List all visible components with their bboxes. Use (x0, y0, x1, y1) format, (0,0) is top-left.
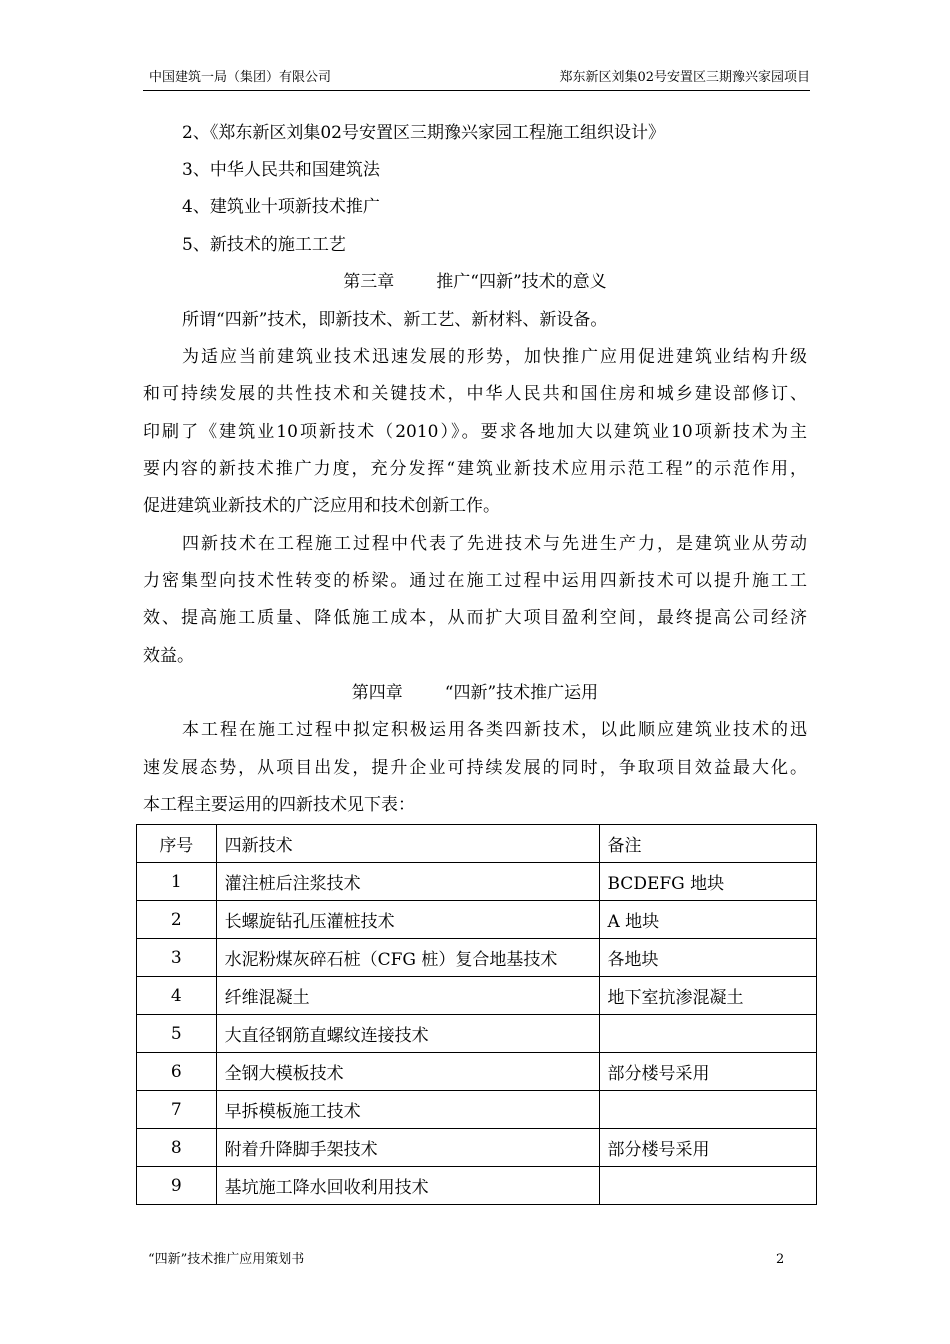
chapter4-heading (143, 682, 807, 704)
chapter4-p1-line: 速发展态势，从项目出发，提升企业可持续发展的同时，争取项目效益最大化。 (143, 758, 807, 778)
table-row (137, 863, 817, 901)
header-company: 中国建筑一局（集团）有限公司 (149, 70, 332, 85)
cell-tech: 早拆模板施工技术 (216, 1091, 599, 1129)
chapter3-heading (143, 271, 807, 293)
basis-item-3: 3、中华人民共和国建筑法 (182, 160, 380, 180)
table-header-row (137, 825, 817, 863)
cell-tech: 基坑施工降水回收利用技术 (216, 1167, 599, 1205)
cell-remark (599, 1015, 817, 1053)
chapter3-p2-line: 要内容的新技术推广力度，充分发挥“建筑业新技术应用示范工程”的示范作用， (143, 459, 807, 479)
cell-tech: 长螺旋钻孔压灌桩技术 (216, 901, 599, 939)
table-row (137, 901, 817, 939)
cell-index: 6 (137, 1053, 217, 1091)
chapter3-p2-line: 印刷了《建筑业10项新技术（2010）》。要求各地加大以建筑业10项新技术为主 (143, 422, 807, 442)
table-row (137, 1053, 817, 1091)
header-cell-index: 序号 (137, 825, 217, 863)
chapter3-paragraph-1: 所谓“四新”技术，即新技术、新工艺、新材料、新设备。 (182, 310, 608, 330)
table-row (137, 977, 817, 1015)
cell-remark (599, 1167, 817, 1205)
header-project: 郑东新区刘集02号安置区三期豫兴家园项目 (559, 70, 810, 85)
cell-index: 2 (137, 901, 217, 939)
four-new-tech-table (136, 824, 817, 1205)
cell-tech: 灌注桩后注浆技术 (216, 863, 599, 901)
basis-item-2: 2、《郑东新区刘集02号安置区三期豫兴家园工程施工组织设计》 (182, 123, 665, 143)
chapter3-title: 推广“四新”技术的意义 (436, 272, 607, 292)
chapter3-p3-line: 力密集型向技术性转变的桥梁。通过在施工过程中运用四新技术可以提升施工工 (143, 571, 807, 591)
cell-tech: 纤维混凝土 (216, 977, 599, 1015)
chapter3-p2-line: 为适应当前建筑业技术迅速发展的形势，加快推广应用促进建筑业结构升级 (182, 347, 807, 367)
footer-doc-title: “四新”技术推广应用策划书 (148, 1252, 305, 1267)
cell-tech: 大直径钢筋直螺纹连接技术 (216, 1015, 599, 1053)
basis-item-5: 5、新技术的施工工艺 (182, 235, 346, 255)
page-header (143, 68, 810, 91)
chapter4-number: 第四章 (351, 683, 403, 703)
basis-item-4: 4、建筑业十项新技术推广 (182, 197, 380, 217)
header-cell-remark: 备注 (599, 825, 817, 863)
footer-page-number: 2 (776, 1252, 785, 1267)
table-row (137, 1129, 817, 1167)
cell-remark (599, 1091, 817, 1129)
cell-remark: 部分楼号采用 (599, 1053, 817, 1091)
cell-index: 5 (137, 1015, 217, 1053)
cell-remark: 各地块 (599, 939, 817, 977)
cell-index: 8 (137, 1129, 217, 1167)
table-row (137, 1091, 817, 1129)
chapter4-p1-line: 本工程在施工过程中拟定积极运用各类四新技术，以此顺应建筑业技术的迅 (182, 720, 807, 740)
cell-tech: 水泥粉煤灰碎石桩（CFG 桩）复合地基技术 (216, 939, 599, 977)
table-row (137, 1015, 817, 1053)
table-row (137, 1167, 817, 1205)
chapter3-p3-line: 效、提高施工质量、降低施工成本，从而扩大项目盈利空间，最终提高公司经济 (143, 608, 807, 628)
chapter3-p2-line: 和可持续发展的共性技术和关键技术，中华人民共和国住房和城乡建设部修订、 (143, 384, 807, 404)
chapter3-p2-line: 促进建筑业新技术的广泛应用和技术创新工作。 (143, 496, 500, 516)
chapter4-p1-line: 本工程主要运用的四新技术见下表： (143, 795, 415, 815)
chapter3-p3-line: 效益。 (143, 646, 194, 666)
cell-index: 9 (137, 1167, 217, 1205)
cell-tech: 附着升降脚手架技术 (216, 1129, 599, 1167)
cell-remark: A 地块 (599, 901, 817, 939)
chapter3-number: 第三章 (343, 272, 395, 292)
cell-remark: BCDEFG 地块 (599, 863, 817, 901)
chapter4-title: “四新”技术推广运用 (444, 683, 599, 703)
header-cell-tech: 四新技术 (216, 825, 599, 863)
cell-remark: 部分楼号采用 (599, 1129, 817, 1167)
cell-index: 1 (137, 863, 217, 901)
cell-index: 4 (137, 977, 217, 1015)
cell-remark: 地下室抗渗混凝土 (599, 977, 817, 1015)
table-row (137, 939, 817, 977)
cell-tech: 全钢大模板技术 (216, 1053, 599, 1091)
cell-index: 7 (137, 1091, 217, 1129)
chapter3-p3-line: 四新技术在工程施工过程中代表了先进技术与先进生产力，是建筑业从劳动 (182, 534, 807, 554)
cell-index: 3 (137, 939, 217, 977)
